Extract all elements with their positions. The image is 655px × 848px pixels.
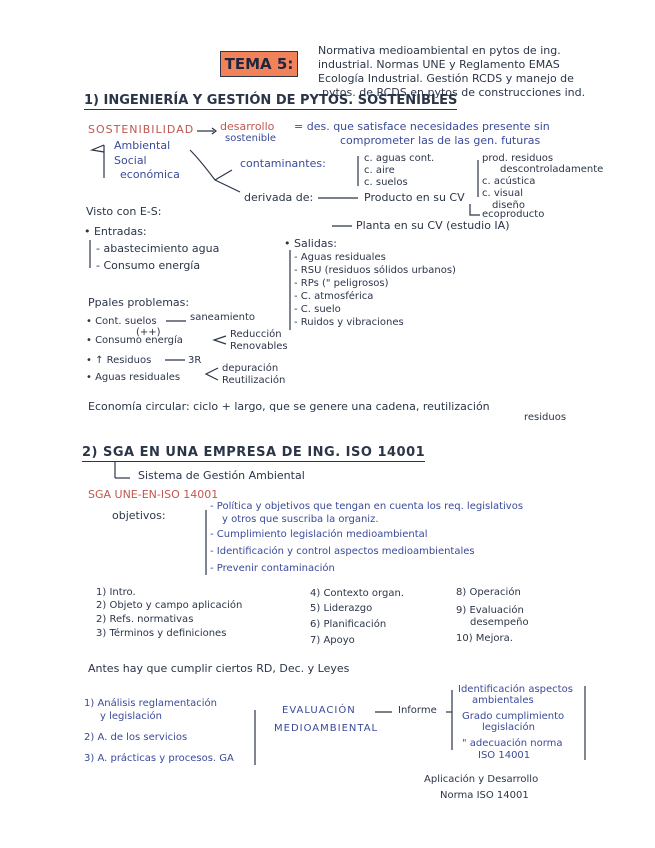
diseno-label: diseño: [492, 200, 525, 211]
renovables-label: Renovables: [230, 341, 288, 352]
index-item: 7) Apoyo: [310, 635, 355, 646]
objetivo-item: - Política y objetivos que tengan en cuenta los req. legislativos: [210, 501, 524, 512]
derivada-label: derivada de:: [244, 191, 314, 204]
contaminant-item: c. aire: [364, 165, 395, 176]
objetivo-item: - Cumplimiento legislación medioambiental: [210, 529, 428, 540]
entrada-item: - Consumo energía: [96, 259, 201, 272]
header-line: Normativa medioambiental en pytos de ing.: [318, 44, 561, 57]
informe-item: " adecuación norma: [462, 738, 563, 749]
informe-item: Identificación aspectos: [458, 684, 573, 695]
contaminant-item: c. aguas cont.: [364, 153, 435, 164]
header-line: Ecología Industrial. Gestión RCDS y manejo de: [318, 72, 574, 85]
definition-line: comprometer las de las gen. futuras: [340, 134, 541, 147]
aplicacion-label: Aplicación y Desarrollo: [424, 774, 539, 785]
index-item: 1) Intro.: [96, 587, 136, 598]
sga-label: SGA UNE-EN-ISO 14001: [88, 488, 219, 501]
index-item: 2) Objeto y campo aplicación: [96, 600, 243, 611]
contaminant-item: prod. residuos: [482, 153, 554, 164]
contaminant-item: c. acústica: [482, 176, 536, 187]
contaminant-item: descontroladamente: [500, 164, 604, 175]
analisis-item: y legislación: [100, 711, 163, 722]
index-item: desempeño: [470, 617, 529, 628]
informe-label: Informe: [398, 705, 437, 716]
tema-badge: TEMA 5:: [220, 51, 298, 77]
planta-label: Planta en su CV (estudio IA): [356, 219, 510, 232]
index-item: 8) Operación: [456, 587, 521, 598]
reutilizacion-label: Reutilización: [222, 375, 286, 386]
index-item: 9) Evaluación: [456, 605, 524, 616]
index-item: 6) Planificación: [310, 619, 387, 630]
index-item: 3) Términos y definiciones: [96, 628, 227, 639]
header-line: industrial. Normas UNE y Reglamento EMAS: [318, 58, 560, 71]
analisis-item: 1) Análisis reglamentación: [84, 698, 217, 709]
index-item: 2) Refs. normativas: [96, 614, 194, 625]
index-item: 5) Liderazgo: [310, 603, 373, 614]
sistema-label: Sistema de Gestión Ambiental: [138, 469, 305, 482]
informe-item: ISO 14001: [478, 750, 531, 761]
evaluacion-label: EVALUACIÓN: [282, 705, 356, 716]
aplicacion-label: Norma ISO 14001: [440, 790, 529, 801]
dimension-item: Ambiental: [114, 139, 171, 152]
evaluacion-label: MEDIOAMBIENTAL: [274, 723, 379, 734]
contaminant-item: c. visual: [482, 188, 524, 199]
problema-item: • ↑ Residuos: [86, 355, 152, 366]
problema-item: • Consumo energía: [86, 335, 183, 346]
depuracion-label: depuración: [222, 363, 279, 374]
salidas-label: • Salidas:: [284, 237, 337, 250]
objetivo-item: - Prevenir contaminación: [210, 563, 335, 574]
visto-label: Visto con E-S:: [86, 205, 162, 218]
contaminantes-label: contaminantes:: [240, 157, 326, 170]
sostenible-label: sostenible: [225, 133, 277, 144]
producto-label: Producto en su CV: [364, 191, 465, 204]
economia-circular: Economía circular: ciclo + largo, que se genere una cadena, reutilización: [88, 400, 490, 413]
section-1-title: 1) INGENIERÍA Y GESTIÓN DE PYTOS. SOSTENIBLES: [84, 93, 458, 108]
informe-item: ambientales: [472, 695, 534, 706]
salida-item: - Ruidos y vibraciones: [294, 317, 404, 328]
salida-item: - RPs (" peligrosos): [294, 278, 389, 289]
dimension-item: económica: [120, 168, 180, 181]
problema-item: • Aguas residuales: [86, 372, 181, 383]
residuos-note: residuos: [524, 412, 567, 423]
header-line: pytos. de RCDS en pytos de construcciones ind.: [322, 86, 586, 99]
salida-item: - RSU (residuos sólidos urbanos): [294, 265, 456, 276]
index-item: 10) Mejora.: [456, 633, 513, 644]
ecoproducto-label: ecoproducto: [482, 209, 545, 220]
entrada-item: - abastecimiento agua: [96, 242, 220, 255]
reduccion-label: Reducción: [230, 329, 282, 340]
contaminant-item: c. suelos: [364, 177, 408, 188]
entradas-label: • Entradas:: [84, 225, 147, 238]
saneamiento-label: saneamiento: [190, 312, 256, 323]
objetivo-item: - Identificación y control aspectos medioambientales: [210, 546, 475, 557]
dimension-item: Social: [114, 154, 147, 167]
definition-line: = des. que satisface necesidades presente sin: [294, 120, 550, 133]
objetivos-label: objetivos:: [112, 509, 166, 522]
objetivo-item: y otros que suscriba la organiz.: [222, 514, 379, 525]
salida-item: - C. suelo: [294, 304, 341, 315]
section-2-title: 2) SGA EN UNA EMPRESA DE ING. ISO 14001: [82, 445, 426, 460]
informe-item: Grado cumplimiento: [462, 711, 565, 722]
salida-item: - Aguas residuales: [294, 252, 386, 263]
desarrollo-label: desarrollo: [220, 120, 275, 133]
analisis-item: 2) A. de los servicios: [84, 732, 188, 743]
plus-label: (++): [136, 327, 161, 338]
antes-note: Antes hay que cumplir ciertos RD, Dec. y Leyes: [88, 662, 350, 675]
index-item: 4) Contexto organ.: [310, 588, 404, 599]
salida-item: - C. atmosférica: [294, 291, 374, 302]
ppales-label: Ppales problemas:: [88, 296, 190, 309]
sostenibilidad-label: SOSTENIBILIDAD: [88, 123, 195, 136]
informe-item: legislación: [482, 722, 535, 733]
analisis-item: 3) A. prácticas y procesos. GA: [84, 753, 234, 764]
problema-item: • Cont. suelos: [86, 316, 157, 327]
tres-r-label: 3R: [188, 355, 202, 366]
